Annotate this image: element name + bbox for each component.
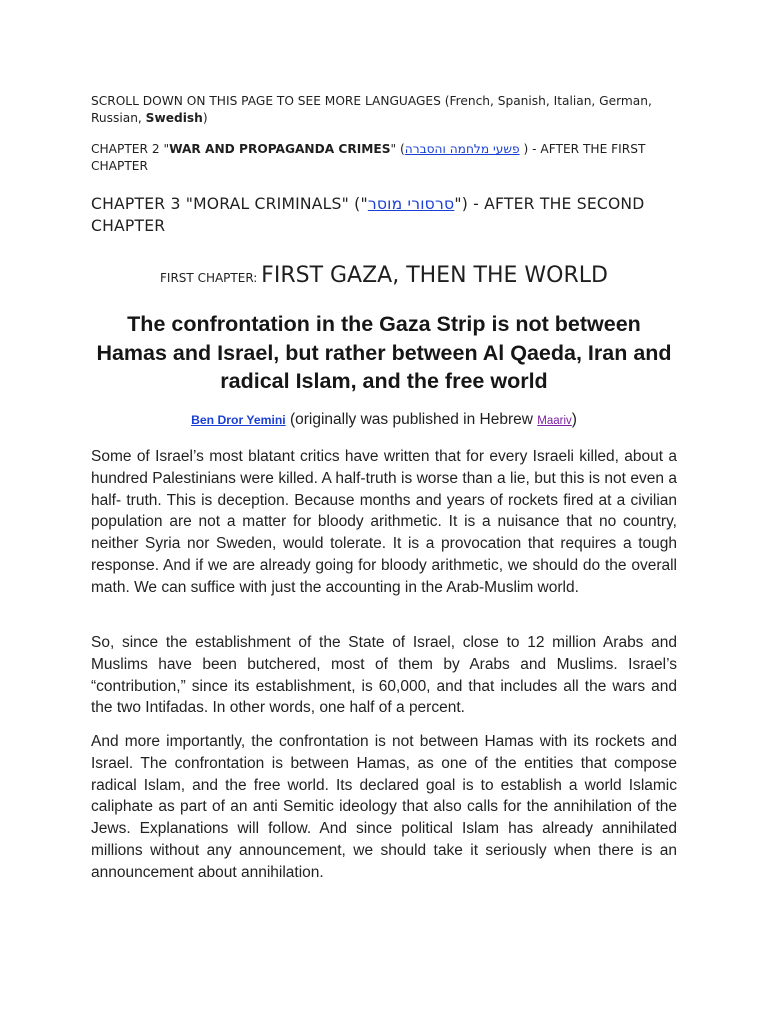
chapter-3-hebrew-link[interactable]: סרסורי מוסר — [367, 195, 455, 213]
chapter-headline — [91, 263, 677, 288]
source-link[interactable]: Maariv — [537, 415, 572, 427]
chapter-3-prefix: CHAPTER 3 "MORAL CRIMINALS" (" — [91, 195, 368, 213]
paragraph-3: And more importantly, the confrontation is not between Hamas with its rockets and Israel. The confrontation is between Hamas, as one of the entities that compose radical Islam, and the free world. Its declared goal is to establish a world Islamic caliphate as part of an anti Semitic ideology that also calls for the annihilation of the Jews. Explanations will follow. And since political Islam has already annihilated millions without any announcement, we should take it seriously when there is an announcement about annihilation. — [91, 733, 677, 881]
chapter-2-hebrew-link[interactable]: פשעי מלחמה והסברה — [404, 142, 520, 156]
chapter-label: FIRST CHAPTER: — [160, 271, 262, 285]
byline-close: ) — [571, 411, 577, 428]
byline-text: (originally was published in Hebrew — [285, 411, 538, 428]
chapter-2-mid: " ( — [390, 142, 405, 156]
article-subtitle: The confrontation in the Gaza Strip is not between Hamas and Israel, but rather between Al Qaeda, Iran and radical Islam, and the free world — [96, 312, 672, 393]
author-link[interactable]: Ben Dror Yemini — [191, 413, 286, 427]
chapter-2-prefix: CHAPTER 2 " — [91, 142, 170, 156]
chapter-2-title: WAR AND PROPAGANDA CRIMES — [169, 142, 391, 156]
languages-note — [91, 93, 677, 127]
chapter-2-suffix: ) - AFTER THE FIRST CHAPTER — [91, 142, 646, 173]
languages-note-swedish: Swedish — [145, 111, 203, 125]
byline — [91, 409, 677, 432]
chapter-3-note — [91, 193, 677, 237]
paragraph-1: Some of Israel’s most blatant critics have written that for every Israeli killed, about a hundred Palestinians were killed. A half-truth is worse than a lie, but this is not even a half- truth. This is deception. Because months and years of rockets fired at a civilian population are not a matter for bloody arithmetic. It is a nuisance that no country, neither Syria nor Sweden, would tolerate. It is a provocation that requires a tough response. And if we are already going for bloody arithmetic, we should do the overall math. We can suffice with just the accounting in the Arab-Muslim world. — [91, 448, 677, 596]
languages-note-close: ) — [202, 111, 208, 125]
chapter-title: FIRST GAZA, THEN THE WORLD — [261, 263, 608, 288]
languages-note-text: SCROLL DOWN ON THIS PAGE TO SEE MORE LANGUAGES (French, Spanish, Italian, German, Russian, — [91, 94, 652, 125]
paragraph-2: So, since the establishment of the State of Israel, close to 12 million Arabs and Muslims have been butchered, most of them by Arabs and Muslims. Israel’s “contribution,” since its establishment, is 60,000, and that includes all the wars and the two Intifadas. In other words, one half of a percent. — [91, 634, 677, 717]
chapter-2-note — [91, 141, 677, 175]
chapter-3-suffix: ") - AFTER THE SECOND CHAPTER — [91, 195, 645, 235]
